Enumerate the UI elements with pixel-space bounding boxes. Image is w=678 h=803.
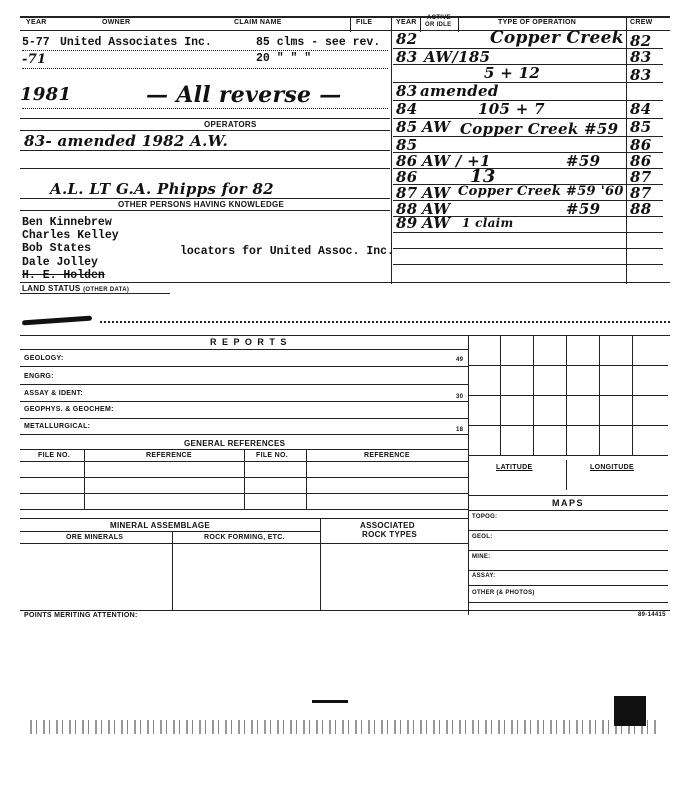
- maps-title: MAPS: [552, 498, 585, 508]
- op-type: 105 + 7: [478, 100, 545, 118]
- op-crew: 85: [630, 118, 652, 136]
- divider-claim: [350, 16, 351, 32]
- op-crew: 84: [630, 100, 652, 118]
- map-other: OTHER (& PHOTOS): [472, 590, 535, 596]
- divider-active: [458, 16, 459, 32]
- knowledge-label: OTHER PERSONS HAVING KNOWLEDGE: [118, 200, 285, 209]
- op-year: 87: [396, 184, 418, 202]
- rock-forming-label: ROCK FORMING, ETC.: [204, 534, 285, 541]
- op-type: #59: [566, 200, 601, 218]
- reports-right-divider: [468, 335, 469, 615]
- land-status-label: [22, 284, 129, 293]
- scan-mark: [312, 700, 348, 703]
- top-rule: [20, 16, 670, 18]
- land-status-text: LAND STATUS: [22, 284, 81, 293]
- report-metallurgical-num: 18: [456, 427, 464, 433]
- owner-claims-2: 20 " " ": [256, 52, 312, 65]
- op-year: 89: [396, 214, 418, 232]
- op-active: AW: [422, 200, 451, 218]
- op-year: 85: [396, 136, 418, 154]
- op-active: AW: [422, 214, 451, 232]
- op-crew: 82: [630, 32, 652, 50]
- header-type-of-operation: TYPE OF OPERATION: [498, 19, 577, 26]
- op-type: Copper Creek #59 '60: [458, 184, 624, 199]
- op-crew: 86: [630, 152, 652, 170]
- map-assay: ASSAY:: [472, 573, 496, 579]
- divider-year: [420, 16, 421, 32]
- report-geophys: GEOPHYS. & GEOCHEM:: [24, 406, 114, 413]
- report-geology: GEOLOGY:: [24, 355, 64, 362]
- op-active: AW: [422, 184, 451, 202]
- op-active: AW/185: [424, 48, 491, 66]
- header-year: YEAR: [26, 19, 47, 26]
- header-crew: CREW: [630, 19, 653, 26]
- op-active: amended: [420, 82, 499, 100]
- op-crew: 86: [630, 136, 652, 154]
- report-engrg: ENGRG:: [24, 373, 54, 380]
- general-references-title: GENERAL REFERENCES: [184, 439, 286, 448]
- header-active: ACTIVE: [427, 15, 451, 21]
- person-3: Bob States: [22, 242, 92, 255]
- owner-claims-1: 85 clms - see rev.: [256, 36, 381, 49]
- knowledge-note: locators for United Assoc. Inc.: [180, 245, 394, 258]
- operator-entry-2: A.L. LT G.A. Phipps for 82: [50, 180, 274, 198]
- op-year: 85: [396, 118, 418, 136]
- header-owner: OWNER: [102, 19, 131, 26]
- operators-label: OPERATORS: [204, 120, 257, 129]
- op-type: 1 claim: [462, 216, 514, 230]
- op-year: 83: [396, 48, 418, 66]
- op-crew: 87: [630, 168, 652, 186]
- mineral-title: MINERAL ASSEMBLAGE: [110, 521, 211, 530]
- op-year: 82: [396, 30, 418, 48]
- owner-year-2: -71: [22, 52, 47, 67]
- latitude-label: LATITUDE: [496, 464, 533, 471]
- owner-year-3: 1981: [20, 84, 72, 105]
- op-active: AW / +1: [422, 152, 491, 170]
- op-year: 84: [396, 100, 418, 118]
- person-4: Dale Jolley: [22, 256, 98, 269]
- header-claim-name: CLAIM NAME: [234, 19, 282, 26]
- op-type: 13: [470, 166, 496, 187]
- ore-minerals-label: ORE MINERALS: [66, 534, 124, 541]
- scan-smudge: [22, 316, 92, 326]
- report-metallurgical: METALLURGICAL:: [24, 423, 91, 430]
- divider-file: [391, 16, 392, 284]
- header-year2: YEAR: [396, 19, 417, 26]
- op-crew: 87: [630, 184, 652, 202]
- map-mine: MINE:: [472, 554, 491, 560]
- op-type: Copper Creek #59: [460, 120, 619, 138]
- op-year: 83: [396, 82, 418, 100]
- map-topog: TOPOG:: [472, 514, 498, 520]
- op-type: #59: [566, 152, 601, 170]
- operator-entry-1: 83- amended 1982 A.W.: [24, 132, 228, 150]
- report-assay: ASSAY & IDENT:: [24, 390, 84, 397]
- map-geol: GEOL:: [472, 534, 493, 540]
- ref-reference: REFERENCE: [146, 452, 192, 459]
- owner-year-1: 5-77: [22, 36, 50, 49]
- assoc-rock-line2: ROCK TYPES: [362, 530, 418, 539]
- scan-noise: [30, 720, 660, 734]
- assoc-rock-line1: ASSOCIATED: [360, 521, 415, 530]
- op-active: AW: [422, 118, 451, 136]
- points-meriting-label: POINTS MERITING ATTENTION:: [24, 612, 138, 619]
- report-assay-num: 30: [456, 394, 464, 400]
- owner-name-1: United Associates Inc.: [60, 36, 212, 49]
- owner-name-3: — All reverse —: [146, 82, 342, 108]
- header-file: FILE: [356, 19, 373, 26]
- person-2: Charles Kelley: [22, 229, 119, 242]
- person-5: H. E. Holden: [22, 269, 105, 282]
- reports-title: R E P O R T S: [210, 337, 288, 347]
- op-year: 86: [396, 168, 418, 186]
- longitude-label: LONGITUDE: [590, 464, 634, 471]
- op-crew: 88: [630, 200, 652, 218]
- op-type: Copper Creek: [490, 28, 624, 48]
- person-1: Ben Kinnebrew: [22, 216, 112, 229]
- header-or-idle: OR IDLE: [425, 22, 452, 28]
- ref-file-no-2: FILE NO.: [256, 452, 288, 459]
- ref-reference-2: REFERENCE: [364, 452, 410, 459]
- op-type: 5 + 12: [484, 64, 541, 82]
- op-year: 88: [396, 200, 418, 218]
- land-status-sub: (OTHER DATA): [83, 287, 130, 293]
- report-geology-num: 49: [456, 357, 464, 363]
- ref-file-no: FILE NO.: [38, 452, 70, 459]
- op-year: 86: [396, 152, 418, 170]
- form-number: 89-14415: [638, 612, 666, 618]
- op-crew: 83: [630, 66, 652, 84]
- op-crew: 83: [630, 48, 652, 66]
- divider-crew: [626, 16, 627, 284]
- scan-block: [614, 696, 646, 726]
